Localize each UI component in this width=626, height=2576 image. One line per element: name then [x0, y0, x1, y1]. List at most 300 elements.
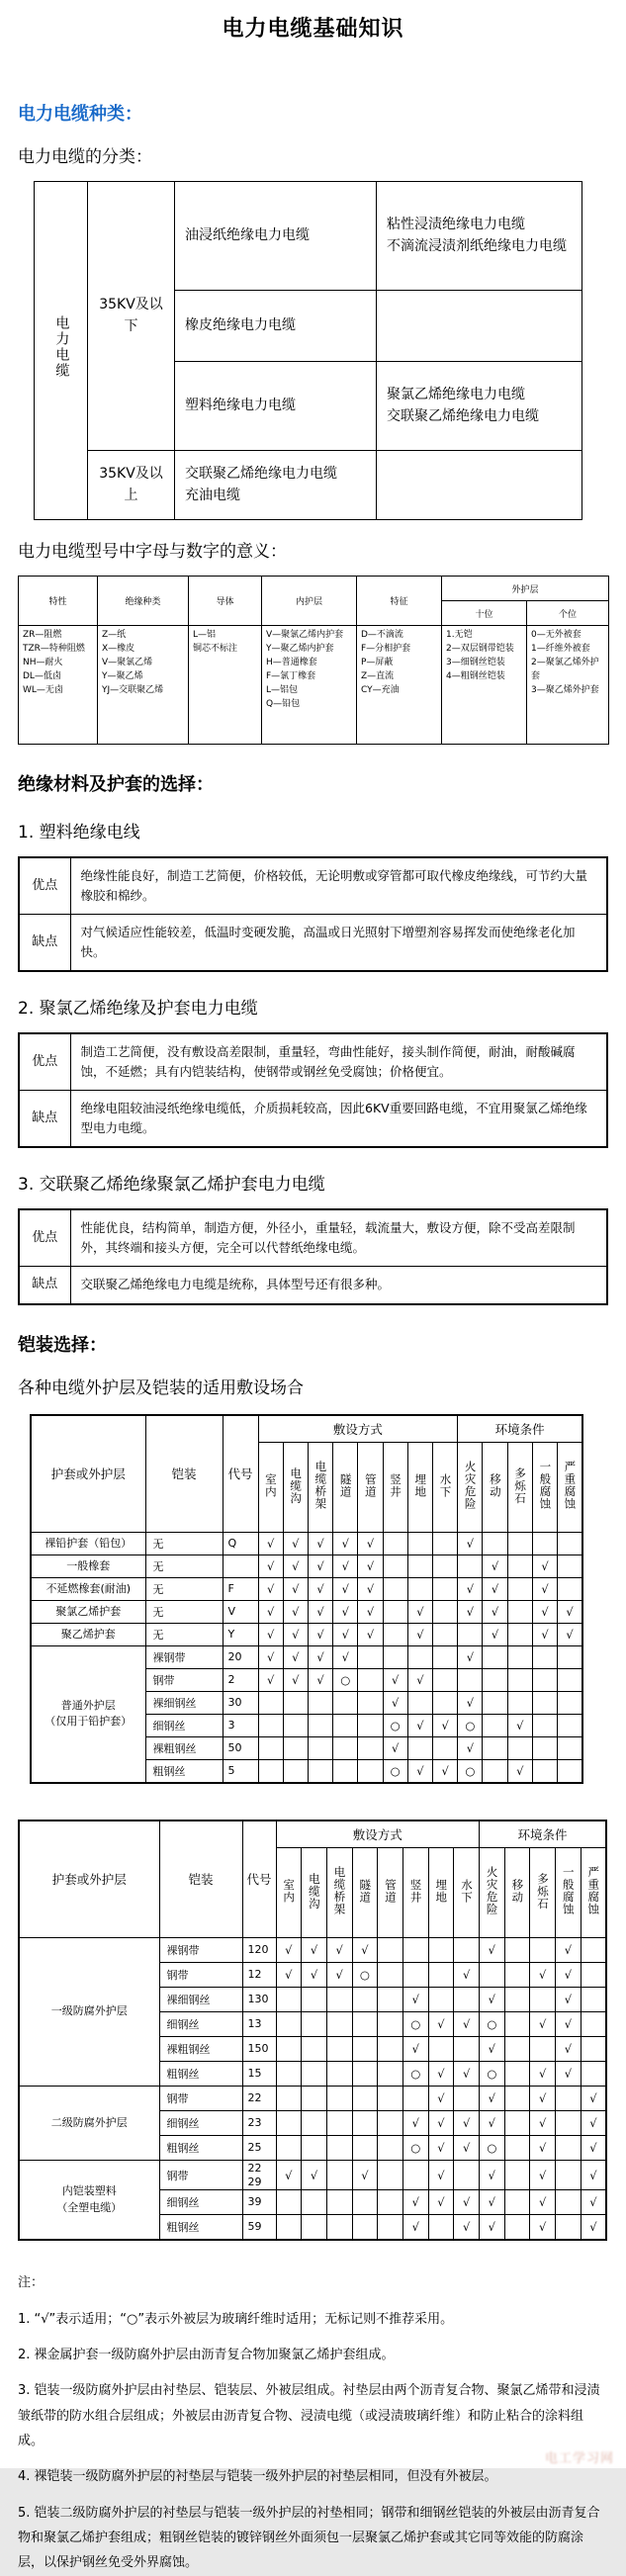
environment-group-header: 环境条件 — [458, 1415, 582, 1443]
mark-cell: √ — [483, 1600, 507, 1623]
mark-cell — [302, 2011, 327, 2036]
mark-cell — [378, 2036, 403, 2061]
sheath-or-outer-layer-cell: 裸铅护套（铅包） — [31, 1532, 145, 1554]
column-header: 特性 — [19, 577, 98, 626]
mark-cell — [504, 2061, 530, 2086]
mark-cell: √ — [454, 2011, 480, 2036]
mark-cell: √ — [480, 2110, 505, 2135]
mark-cell — [326, 2036, 352, 2061]
model-meaning-table — [18, 576, 609, 745]
table-row — [31, 1532, 582, 1554]
mark-cell: ○ — [480, 2061, 505, 2086]
table-row — [31, 1600, 582, 1623]
column-header: 护套或外护层 — [19, 1821, 159, 1938]
root-category-label: 电力电缆 — [53, 314, 70, 379]
mark-cell: √ — [428, 2160, 454, 2190]
mark-cell — [483, 1736, 507, 1759]
mark-cell — [556, 2086, 581, 2110]
mark-cell — [383, 1600, 407, 1623]
mark-cell — [358, 1736, 383, 1759]
mark-cell — [407, 1691, 432, 1714]
mark-cell: √ — [352, 2160, 378, 2190]
mark-cell: √ — [428, 2110, 454, 2135]
cons-label: 缺点 — [19, 1267, 70, 1304]
column-header — [378, 1847, 403, 1937]
material-sections — [18, 818, 608, 1305]
mark-cell — [326, 2110, 352, 2135]
mark-cell — [276, 2110, 302, 2135]
column-header-label: 管道 — [363, 1472, 378, 1498]
mark-cell: √ — [407, 1668, 432, 1691]
column-header-label: 一般腐蚀 — [561, 1866, 576, 1916]
pros-row — [19, 857, 607, 915]
mark-cell: √ — [480, 2215, 505, 2241]
mark-cell: √ — [428, 2135, 454, 2160]
mark-cell: √ — [558, 1623, 582, 1645]
code-cell: Q — [223, 1532, 258, 1554]
model-table-body-row — [19, 626, 609, 745]
mark-cell — [308, 1736, 332, 1759]
armor-cell: 无 — [145, 1554, 223, 1577]
pros-label: 优点 — [19, 857, 70, 915]
column-header: 铠装 — [145, 1415, 223, 1533]
sheath-or-outer-layer-cell: 聚乙烯护套 — [31, 1623, 145, 1645]
mark-cell: √ — [283, 1668, 308, 1691]
mark-cell — [258, 1691, 283, 1714]
code-cell: V — [223, 1600, 258, 1623]
mark-cell: √ — [556, 1937, 581, 1962]
mark-cell: √ — [258, 1645, 283, 1668]
mark-cell — [556, 2110, 581, 2135]
mark-cell — [558, 1577, 582, 1600]
laying-mode-group-header: 敷设方式 — [276, 1821, 480, 1848]
material-section-heading: 2. 聚氯乙烯绝缘及护套电力电缆 — [18, 999, 258, 1019]
mark-cell — [454, 1937, 480, 1962]
column-header: 代号 — [223, 1415, 258, 1533]
mark-cell: √ — [556, 2011, 581, 2036]
mark-cell: √ — [454, 2215, 480, 2241]
armor-cell: 细钢丝 — [145, 1714, 223, 1736]
code-cell — [223, 1554, 258, 1577]
mark-cell: ○ — [402, 2011, 428, 2036]
mark-cell — [383, 1532, 407, 1554]
mark-cell: √ — [530, 2215, 556, 2241]
mark-cell — [402, 2086, 428, 2110]
mark-cell: √ — [283, 1577, 308, 1600]
armor-cell: 裸钢带 — [145, 1645, 223, 1668]
cable-type-cell: 橡皮绝缘电力电缆 — [175, 291, 377, 362]
table-row — [19, 2086, 606, 2110]
mark-cell — [483, 1532, 507, 1554]
cable-type-cell: 油浸纸绝缘电力电缆 — [175, 182, 377, 291]
cable-type-cell: 交联聚乙烯绝缘电力电缆 充油电缆 — [175, 451, 377, 520]
code-cell: 2 — [223, 1668, 258, 1691]
table-row — [31, 1554, 582, 1577]
cons-text: 交联聚乙烯绝缘电力电缆是统称，具体型号还有很多种。 — [70, 1267, 607, 1304]
armor-cell: 裸粗钢丝 — [145, 1736, 223, 1759]
mark-cell — [402, 1962, 428, 1987]
mark-cell — [352, 2086, 378, 2110]
mark-cell — [483, 1645, 507, 1668]
mark-cell: √ — [581, 2110, 606, 2135]
column-header — [454, 1847, 480, 1937]
column-header — [258, 1442, 283, 1532]
mark-cell: √ — [358, 1600, 383, 1623]
mark-cell: ○ — [383, 1759, 407, 1783]
mark-cell: √ — [302, 1962, 327, 1987]
mark-cell: √ — [480, 1937, 505, 1962]
mark-cell: √ — [483, 1577, 507, 1600]
mark-cell — [428, 2036, 454, 2061]
pros-label: 优点 — [19, 1033, 70, 1091]
mark-cell — [407, 1645, 432, 1668]
cons-row — [19, 1091, 607, 1148]
outer-layer-header: 外护层 — [442, 577, 609, 601]
mark-cell — [433, 1691, 458, 1714]
notes-list — [18, 2307, 608, 2576]
mark-cell: √ — [276, 2160, 302, 2190]
column-header-label: 火灾危险 — [463, 1461, 478, 1511]
mark-cell: √ — [454, 2135, 480, 2160]
model-table-header-row — [19, 577, 609, 601]
armor-application-table-anticorrosion — [18, 1820, 607, 2242]
mark-cell: √ — [532, 1554, 557, 1577]
mark-cell — [333, 1714, 358, 1736]
mark-cell: √ — [480, 2086, 505, 2110]
mark-cell: √ — [530, 2011, 556, 2036]
mark-cell: √ — [308, 1577, 332, 1600]
note-item: 2. 裸金属护套一级防腐外护层由沥青复合物加聚氯乙烯护套组成。 — [18, 2347, 395, 2362]
mark-cell: √ — [530, 2110, 556, 2135]
armor-cell: 裸细钢丝 — [159, 1987, 242, 2011]
armor-cell: 无 — [145, 1600, 223, 1623]
mark-cell — [276, 1987, 302, 2011]
mark-cell — [581, 1937, 606, 1962]
mark-cell — [558, 1554, 582, 1577]
root-category-cell — [35, 182, 88, 520]
classification-table — [34, 181, 582, 520]
pros-cons-table — [18, 1208, 608, 1305]
table-row — [31, 1623, 582, 1645]
mark-cell: √ — [480, 2036, 505, 2061]
column-header — [283, 1442, 308, 1532]
code-cell: 130 — [242, 1987, 276, 2011]
mark-cell — [556, 2190, 581, 2215]
mark-cell: √ — [358, 1554, 383, 1577]
code-meaning-cell: ZR—阻燃 TZR—特种阻燃 NH—耐火 DL—低卤 WL—无卤 — [19, 626, 98, 745]
mark-cell — [333, 1759, 358, 1783]
notes-section — [18, 2270, 608, 2575]
cons-text: 绝缘电阻较油浸纸绝缘电缆低，介质损耗较高，因此6KV重要回路电缆，不宜用聚氯乙烯绝缘型电力电缆。 — [70, 1091, 607, 1148]
mark-cell — [556, 2215, 581, 2241]
mark-cell: √ — [383, 1736, 407, 1759]
mark-cell — [276, 2086, 302, 2110]
mark-cell: √ — [302, 2160, 327, 2190]
column-header — [407, 1442, 432, 1532]
mark-cell: √ — [402, 2036, 428, 2061]
mark-cell — [504, 2036, 530, 2061]
pros-text: 绝缘性能良好，制造工艺简便，价格较低，无论明敷或穿管都可取代橡皮绝缘线，可节约大量橡胶和棉纱。 — [70, 857, 607, 915]
mark-cell: ○ — [402, 2061, 428, 2086]
column-header — [302, 1847, 327, 1937]
code-cell: 13 — [242, 2011, 276, 2036]
mark-cell: √ — [532, 1577, 557, 1600]
note-item: 1. “√”表示适用；“○”表示外被层为玻璃纤维时适用；无标记则不推荐采用。 — [18, 2311, 454, 2327]
note-item: 3. 铠装一级防腐外护层由衬垫层、铠装层、外被层组成。衬垫层由两个沥青复合物、聚氯乙烯带和浸渍皱纸带的防水组合层组成；外被层由沥青复合物、浸渍电缆（或浸渍玻璃纤维）和防止粘合的涂料组成。 — [18, 2383, 600, 2449]
mark-cell — [458, 1623, 483, 1645]
armor-selection-heading: 铠装选择： — [18, 1334, 107, 1356]
mark-cell — [378, 1937, 403, 1962]
mark-cell — [507, 1623, 532, 1645]
model-meaning-heading: 电力电缆型号中字母与数字的意义： — [18, 542, 287, 562]
mark-cell — [407, 1736, 432, 1759]
mark-cell: √ — [458, 1736, 483, 1759]
mark-cell — [558, 1645, 582, 1668]
mark-cell — [407, 1577, 432, 1600]
mark-cell — [433, 1532, 458, 1554]
cable-subtypes-cell — [377, 451, 582, 520]
mark-cell — [378, 2215, 403, 2241]
code-cell: 5 — [223, 1759, 258, 1783]
table-row — [31, 1577, 582, 1600]
code-cell: 150 — [242, 2036, 276, 2061]
mark-cell: √ — [326, 1937, 352, 1962]
column-header — [532, 1442, 557, 1532]
mark-cell — [378, 1987, 403, 2011]
mark-cell — [276, 2061, 302, 2086]
code-cell: 39 — [242, 2190, 276, 2215]
column-header: 代号 — [242, 1821, 276, 1938]
mark-cell — [383, 1577, 407, 1600]
mark-cell — [507, 1645, 532, 1668]
mark-cell — [378, 2110, 403, 2135]
cons-label: 缺点 — [19, 1091, 70, 1148]
mark-cell — [276, 2190, 302, 2215]
mark-cell — [276, 2135, 302, 2160]
mark-cell — [581, 1987, 606, 2011]
code-cell: 30 — [223, 1691, 258, 1714]
classification-heading: 电力电缆的分类： — [18, 147, 152, 167]
mark-cell — [581, 2061, 606, 2086]
mark-cell: √ — [433, 1759, 458, 1783]
mark-cell: √ — [530, 2190, 556, 2215]
mark-cell — [352, 2190, 378, 2215]
column-header-label: 电缆沟 — [307, 1872, 321, 1910]
sheath-or-outer-layer-cell: 一般橡套 — [31, 1554, 145, 1577]
mark-cell — [507, 1600, 532, 1623]
mark-cell: √ — [458, 1532, 483, 1554]
mark-cell — [504, 2215, 530, 2241]
mark-cell — [352, 2061, 378, 2086]
column-header — [483, 1442, 507, 1532]
mark-cell — [302, 2215, 327, 2241]
cons-row — [19, 1267, 607, 1304]
mark-cell: √ — [428, 2011, 454, 2036]
mark-cell — [358, 1691, 383, 1714]
mark-cell: ○ — [458, 1759, 483, 1783]
cable-type-cell: 塑料绝缘电力电缆 — [175, 362, 377, 451]
mark-cell — [258, 1759, 283, 1783]
column-header: 绝缘种类 — [98, 577, 189, 626]
mark-cell: √ — [308, 1600, 332, 1623]
mark-cell: √ — [383, 1691, 407, 1714]
column-header: 导体 — [189, 577, 262, 626]
mark-cell — [433, 1645, 458, 1668]
mark-cell — [504, 2160, 530, 2190]
sheath-or-outer-layer-cell: 一级防腐外护层 — [19, 1937, 159, 2086]
column-header: 十位 — [442, 601, 527, 626]
column-header-label: 移动 — [510, 1878, 525, 1904]
mark-cell — [258, 1736, 283, 1759]
column-header — [581, 1847, 606, 1937]
mark-cell — [352, 2110, 378, 2135]
mark-cell: √ — [258, 1554, 283, 1577]
mark-cell — [530, 1937, 556, 1962]
mark-cell — [308, 1759, 332, 1783]
mark-cell — [581, 1962, 606, 1987]
mark-cell — [407, 1554, 432, 1577]
mark-cell — [504, 2110, 530, 2135]
mark-cell — [504, 1937, 530, 1962]
mark-cell: √ — [433, 1714, 458, 1736]
armor-cell: 粗钢丝 — [159, 2135, 242, 2160]
column-header-label: 移动 — [488, 1472, 502, 1498]
armor-cell: 细钢丝 — [159, 2011, 242, 2036]
mark-cell — [507, 1577, 532, 1600]
armor-cell: 钢带 — [159, 2160, 242, 2190]
code-cell: 22 — [242, 2086, 276, 2110]
mark-cell — [276, 2036, 302, 2061]
column-header — [352, 1847, 378, 1937]
mark-cell — [558, 1668, 582, 1691]
mark-cell — [283, 1759, 308, 1783]
mark-cell — [480, 1962, 505, 1987]
mark-cell — [402, 1937, 428, 1962]
mark-cell: ○ — [480, 2011, 505, 2036]
mark-cell: √ — [407, 1759, 432, 1783]
mark-cell — [558, 1691, 582, 1714]
mark-cell — [352, 2036, 378, 2061]
mark-cell — [352, 2135, 378, 2160]
column-header — [308, 1442, 332, 1532]
mark-cell — [326, 1987, 352, 2011]
armor-cell: 粗钢丝 — [145, 1759, 223, 1783]
mark-cell: √ — [556, 2036, 581, 2061]
mark-cell: √ — [352, 1937, 378, 1962]
mark-cell: √ — [283, 1554, 308, 1577]
mark-cell — [283, 1736, 308, 1759]
notes-label: 注： — [18, 2275, 45, 2291]
mark-cell: √ — [283, 1532, 308, 1554]
sheath-or-outer-layer-cell: 聚氯乙烯护套 — [31, 1600, 145, 1623]
column-header-label: 室内 — [282, 1878, 297, 1904]
mark-cell: √ — [402, 2110, 428, 2135]
column-header: 铠装 — [159, 1821, 242, 1938]
mark-cell: √ — [402, 1987, 428, 2011]
column-header: 护套或外护层 — [31, 1415, 145, 1533]
mark-cell — [507, 1668, 532, 1691]
mark-cell — [383, 1623, 407, 1645]
column-header-label: 埋地 — [434, 1878, 449, 1904]
armor-cell: 粗钢丝 — [159, 2061, 242, 2086]
column-header: 个位 — [527, 601, 609, 626]
material-section-heading: 1. 塑料绝缘电线 — [18, 823, 140, 843]
mark-cell — [504, 1962, 530, 1987]
mark-cell — [532, 1736, 557, 1759]
pros-text: 制造工艺简便，没有敷设高差限制，重量轻，弯曲性能好，接头制作简便，耐油，耐酸碱腐蚀，不延燃；具有内铠装结构，使钢带或钢丝免受腐蚀；价格便宜。 — [70, 1033, 607, 1091]
big-table-header-row — [19, 1821, 606, 1848]
armor-cell: 钢带 — [159, 2086, 242, 2110]
pros-text: 性能优良，结构简单，制造方便，外径小，重量轻，载流量大，敷设方便，除不受高差限制外，其终端和接头方便，完全可以代替纸绝缘电缆。 — [70, 1209, 607, 1267]
armor-cell: 无 — [145, 1577, 223, 1600]
mark-cell — [433, 1577, 458, 1600]
mark-cell: √ — [407, 1623, 432, 1645]
mark-cell — [276, 2011, 302, 2036]
column-header — [358, 1442, 383, 1532]
column-header-label: 严重腐蚀 — [563, 1461, 578, 1511]
sheath-or-outer-layer-cell: 二级防腐外护层 — [19, 2086, 159, 2160]
mark-cell: √ — [530, 1962, 556, 1987]
mark-cell — [378, 2190, 403, 2215]
mark-cell — [532, 1532, 557, 1554]
mark-cell: √ — [302, 1937, 327, 1962]
column-header: 内护层 — [262, 577, 357, 626]
mark-cell: √ — [308, 1554, 332, 1577]
code-cell: 22 29 — [242, 2160, 276, 2190]
mark-cell — [428, 1937, 454, 1962]
mark-cell — [276, 2215, 302, 2241]
mark-cell — [302, 2086, 327, 2110]
mark-cell — [258, 1714, 283, 1736]
mark-cell: √ — [581, 2215, 606, 2241]
armor-cell: 裸粗钢丝 — [159, 2036, 242, 2061]
mark-cell — [378, 1962, 403, 1987]
mark-cell — [352, 1987, 378, 2011]
code-cell: 12 — [242, 1962, 276, 1987]
column-header — [507, 1442, 532, 1532]
mark-cell — [433, 1554, 458, 1577]
mark-cell — [454, 2160, 480, 2190]
mark-cell — [558, 1736, 582, 1759]
mark-cell — [532, 1759, 557, 1783]
column-header-label: 室内 — [263, 1472, 278, 1498]
mark-cell — [454, 2036, 480, 2061]
mark-cell — [558, 1714, 582, 1736]
mark-cell — [530, 2036, 556, 2061]
mark-cell — [283, 1714, 308, 1736]
mark-cell: √ — [283, 1600, 308, 1623]
mark-cell: √ — [581, 2190, 606, 2215]
mark-cell — [326, 2061, 352, 2086]
mark-cell — [483, 1691, 507, 1714]
table-row — [19, 1937, 606, 1962]
mark-cell — [378, 2160, 403, 2190]
column-header-label: 竖井 — [408, 1878, 423, 1904]
mark-cell — [454, 2086, 480, 2110]
mark-cell: √ — [258, 1600, 283, 1623]
mark-cell: √ — [308, 1532, 332, 1554]
pros-cons-table — [18, 1032, 608, 1148]
mark-cell: √ — [483, 1623, 507, 1645]
mark-cell — [433, 1600, 458, 1623]
mark-cell: √ — [458, 1645, 483, 1668]
mark-cell: √ — [458, 1577, 483, 1600]
mark-cell — [428, 1987, 454, 2011]
column-header-label: 火灾危险 — [485, 1866, 499, 1916]
column-header-label: 管道 — [383, 1878, 398, 1904]
column-header-label: 多烁石 — [513, 1466, 528, 1505]
mark-cell — [302, 2135, 327, 2160]
